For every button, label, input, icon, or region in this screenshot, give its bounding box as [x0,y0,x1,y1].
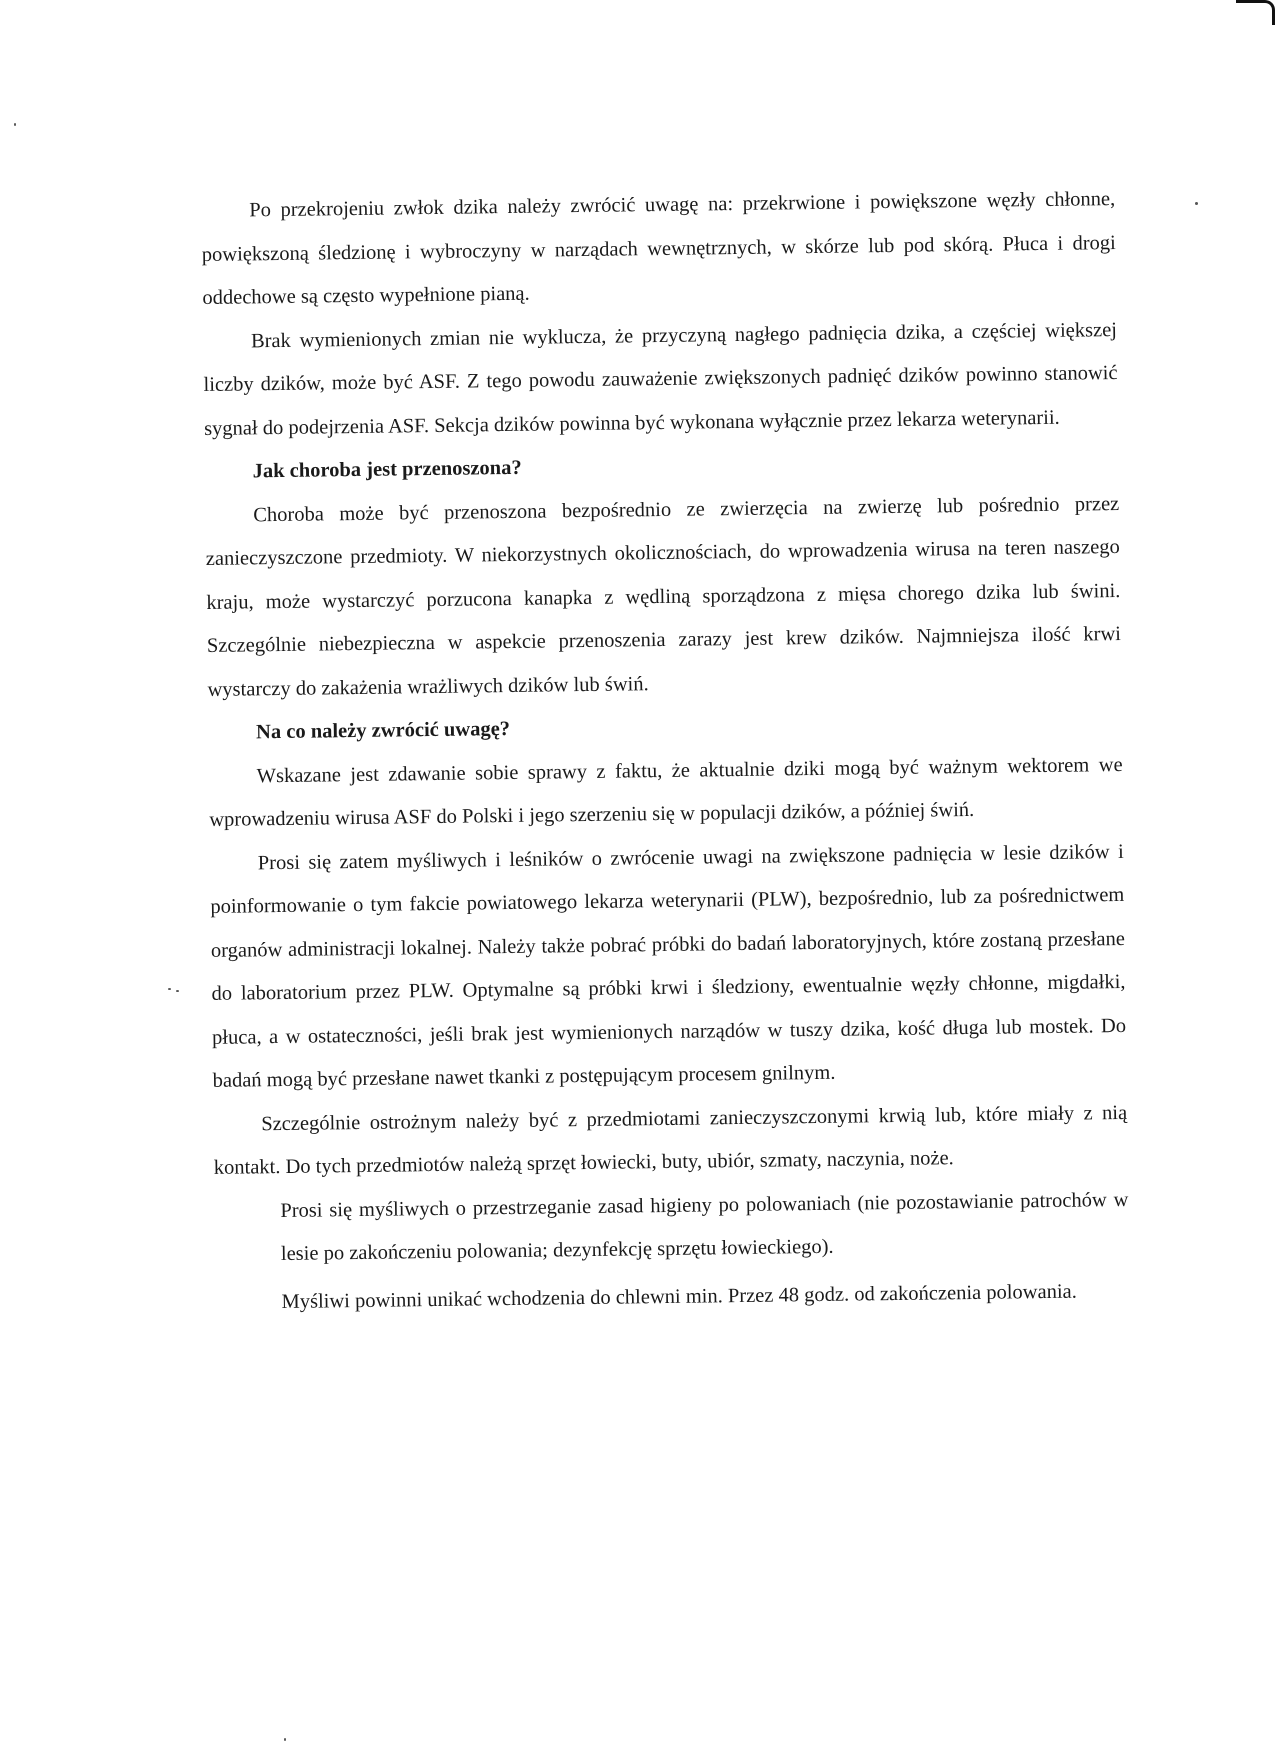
paragraph-piggery-restriction: Myśliwi powinni unikać wchodzenia do chlewni min. Przez 48 godz. od zakończenia polowania. [281,1280,1077,1313]
document-body [201,178,1130,1325]
paragraph-transmission: Choroba może być przenoszona bezpośrednio ze zwierzęcia na zwierzę lub pośrednio przez zanieczyszczone przedmioty. W niekorzystnych okolicznościach, do wprowadzenia wirusa na teren naszego kraju, może wystarczyć porzucona kanapka z wędliną sporządzona z mięsa chorego dzika lub świni. Szczególnie niebezpieczna w aspekcie przenoszenia zarazy jest krew dzików. Najmniejsza ilość krwi wystarczy do zakażenia wrażliwych dzików lub świń. [205,492,1122,701]
scan-speck [284,1738,286,1741]
scan-speck [168,988,171,990]
paragraph-hunting-hygiene: Prosi się myśliwych o przestrzeganie zasad higieny po polowaniach (nie pozostawianie patrochów w lesie po zakończeniu polowania; dezynfekcję sprzętu łowieckiego). [280,1188,1129,1266]
heading-attention: Na co należy zwrócić uwagę? [255,718,511,744]
heading-transmission: Jak choroba jest przenoszona? [252,456,522,483]
scan-speck [1195,202,1198,205]
scan-speck [176,990,179,992]
paragraph-contaminated-items: Szczególnie ostrożnym należy być z przedmiotami zanieczyszczonymi krwią lub, które miały z nią kontakt. Do tych przedmiotów należą sprzęt łowiecki, buty, ubiór, szmaty, naczynia, noże. [213,1101,1128,1179]
paragraph-asf-suspicion: Brak wymienionych zmian nie wyklucza, że przyczyną nagłego padnięcia dzika, a częściej większej liczby dzików, może być ASF. Z tego powodu zauważenie zwiększonych padnięć dzików powinno stanowić sygnał do podejrzenia ASF. Sekcja dzików powinna być wykonana wyłącznie przez lekarza weterynarii. [203,318,1118,440]
page-corner-mark [1236,0,1275,25]
scan-speck [14,123,16,126]
paragraph-necropsy-findings: Po przekrojeniu zwłok dzika należy zwrócić uwagę na: przekrwione i powiększone węzły chłonne, powiększoną śledzionę i wybroczyny w narządach wewnętrznych, w skórze lub pod skórą. Płuca i drogi oddechowe są często wypełnione pianą. [201,188,1116,309]
paragraph-reporting-sampling: Prosi się zatem myśliwych i leśników o zwrócenie uwagi na zwiększone padnięcia w lesie dzików i poinformowanie o tym fakcie powiatowego lekarza weterynarii (PLW), bezpośrednio, lub za pośrednictwem organów administracji lokalnej. Należy także pobrać próbki do badań laboratoryjnych, które zostaną przesłane do laboratorium przez PLW. Optymalne są próbki krwi i śledziony, ewentualnie węzły chłonne, migdałki, płuca, a w ostateczności, jeśli brak jest wymienionych narządów w tuszy dzika, kość długa lub mostek. Do badań mogą być przesłane nawet tkanki z postępującym procesem gnilnym. [210,840,1127,1092]
paragraph-wild-boar-vector: Wskazane jest zdawanie sobie sprawy z faktu, że aktualnie dziki mogą być ważnym wektorem we wprowadzeniu wirusa ASF do Polski i jego szerzeniu się w populacji dzików, a później świń. [209,753,1123,831]
